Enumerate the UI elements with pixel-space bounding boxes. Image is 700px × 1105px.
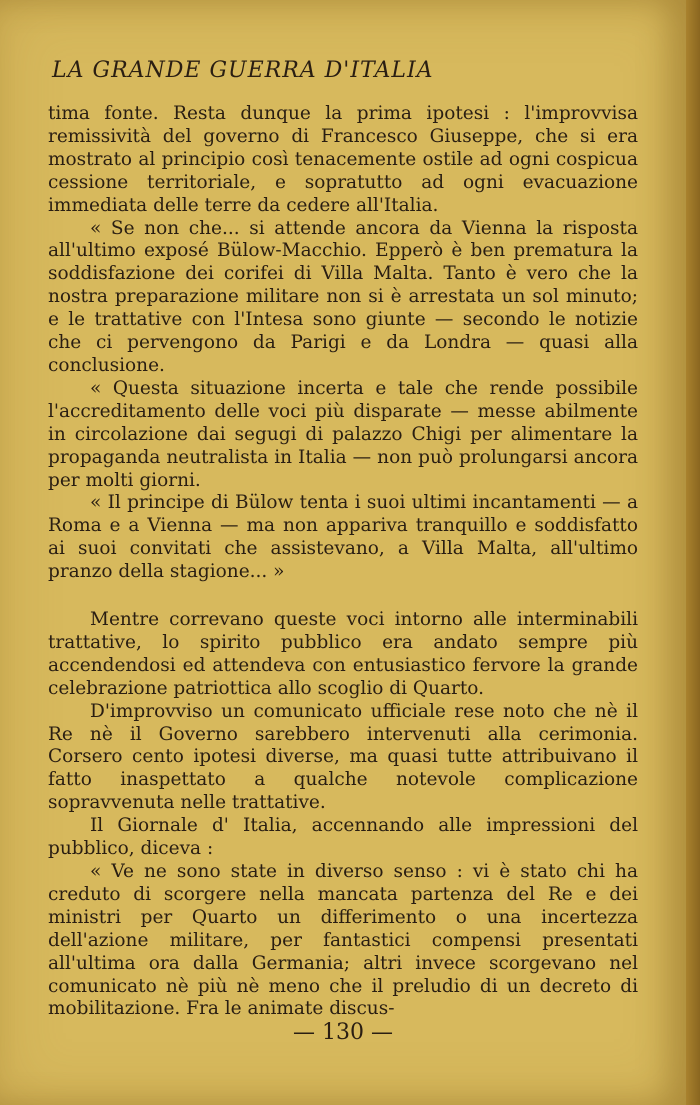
paragraph: « Se non che... si attende ancora da Vienna la risposta all'ultimo exposé Bülow-Macchio. Epperò è ben prematura la soddisfazione dei corifei di Villa Malta. Tanto è vero che la nostra preparazione militare non si è arrestata un sol minuto; e le trattative con l'Intesa sono giunte — secondo le notizie che ci pervengono da Parigi e da Londra — quasi alla conclusione. [48, 217, 638, 376]
paragraph: tima fonte. Resta dunque la prima ipotesi : l'improvvisa remissività del governo di Francesco Giuseppe, che si era mostrato al principio così tenacemente ostile ad ogni cospicua cessione territoriale, e sopratutto ad ogni evacuazione immediata delle terre da cedere all'Italia. [48, 103, 638, 216]
paragraph: D'improvviso un comunicato ufficiale rese noto che nè il Re nè il Governo sarebbero intervenuti alla cerimonia. Corsero cento ipotesi diverse, ma quasi tutte attribuivano il fatto inaspettato a qualche notevole complicazione sopravvenuta nelle trattative. [48, 700, 638, 814]
page-number: — 130 — [293, 1020, 393, 1045]
paragraph: « Il principe di Bülow tenta i suoi ultimi incantamenti — a Roma e a Vienna — ma non appariva tranquillo e soddisfatto ai suoi convitati che assistevano, a Villa Malta, all'ultimo pranzo della stagione... » [48, 492, 638, 583]
paragraph: Mentre correvano queste voci intorno alle interminabili trattative, lo spirito pubblico era andato sempre più accendendosi ed attendeva con entusiastico fervore la grande celebrazione patriottica allo scoglio di Quarto. [48, 609, 638, 699]
page-edge [686, 0, 700, 1105]
paragraph: Il Giornale d' Italia, accennando alle impressioni del pubblico, diceva : [48, 815, 638, 860]
paragraph: « Ve ne sono state in diverso senso : vi è stato chi ha creduto di scorgere nella mancata partenza del Re e dei ministri per Quarto un differimento o una incertezza dell'azione militare, per fantastici compensi presentati all'ultima ora dalla Germania; altri invece scorgevano nel comunicato nè più nè meno che il preludio di un decreto di mobilitazione. Fra le animate discus- [48, 861, 638, 1020]
body-text [48, 103, 638, 1021]
running-header: LA GRANDE GUERRA D'ITALIA [52, 58, 434, 83]
paragraph: « Questa situazione incerta e tale che rende possibile l'accreditamento delle voci più disparate — messe abilmente in circolazione dai segugi di palazzo Chigi per alimentare la propaganda neutralista in Italia — non può prolungarsi ancora per molti giorni. [48, 377, 638, 491]
